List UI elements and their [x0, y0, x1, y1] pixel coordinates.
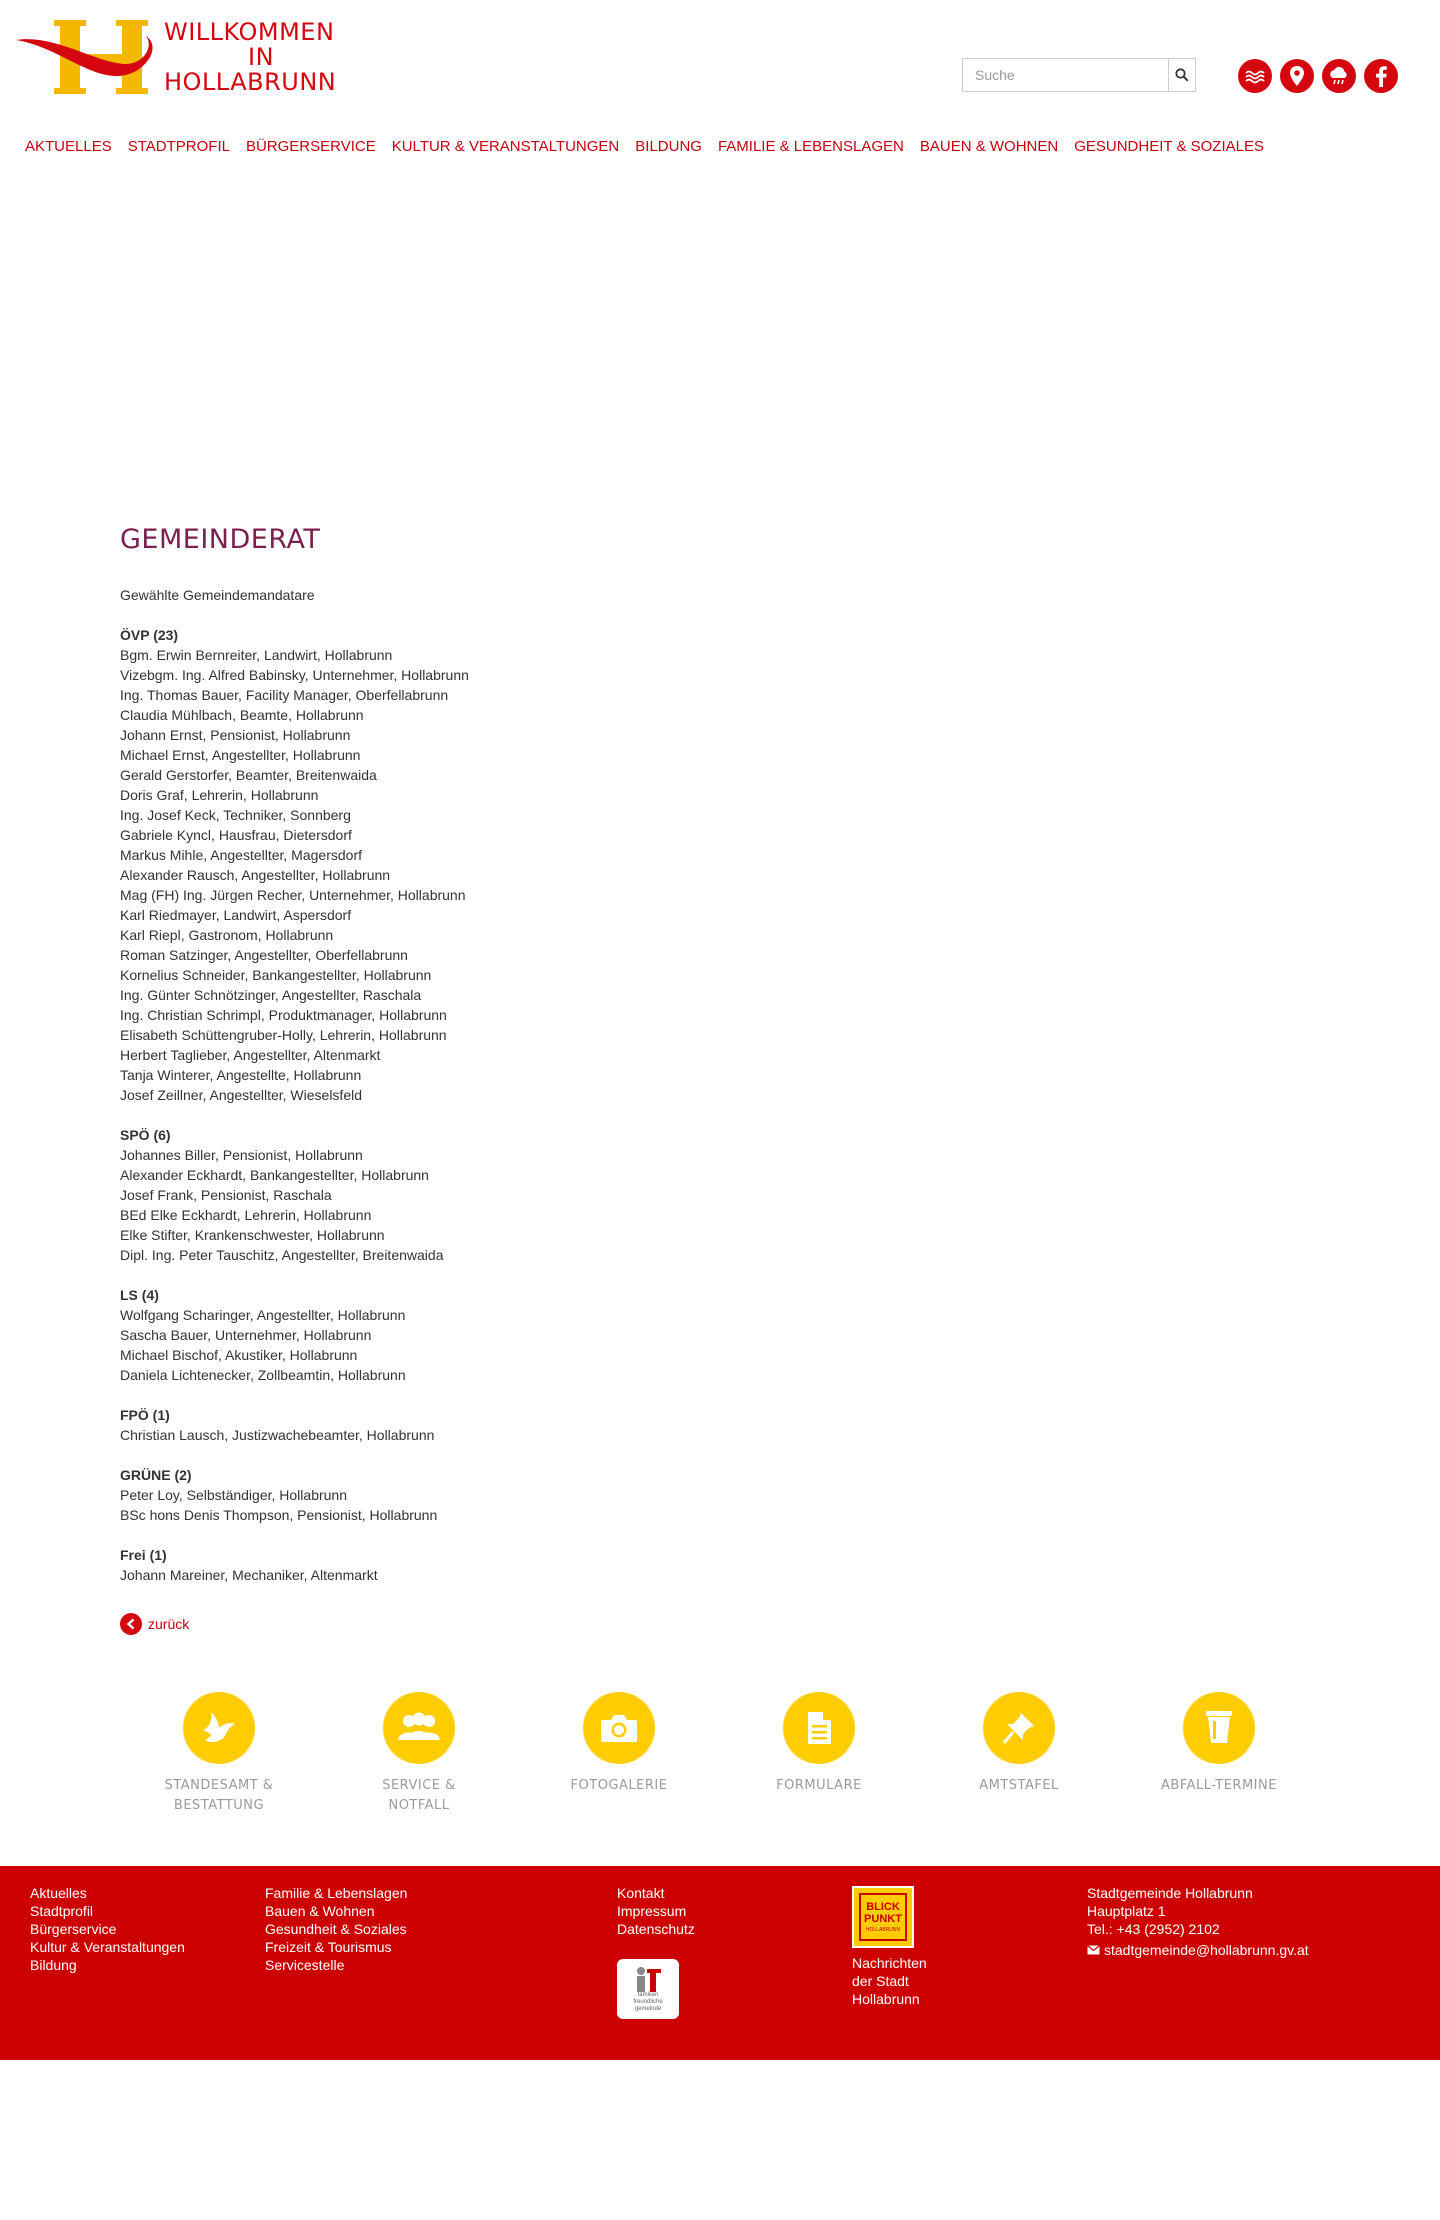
search-button[interactable]	[1168, 59, 1195, 91]
party-heading: GRÜNE (2)	[120, 1467, 192, 1483]
quicklink-service[interactable]	[339, 1692, 499, 1816]
blickpunkt-logo-line2: PUNKT	[864, 1913, 902, 1925]
footer-link-bildung[interactable]: Bildung	[30, 1957, 77, 1973]
quicklink-label-line1: FORMULARE	[776, 1778, 862, 1793]
social-icons	[1238, 59, 1398, 93]
contact-email: stadtgemeinde@hollabrunn.gv.at	[1104, 1942, 1309, 1958]
list-item: Gabriele Kyncl, Hausfrau, Dietersdorf	[120, 827, 352, 843]
footer-link-aktuelles[interactable]: Aktuelles	[30, 1885, 87, 1901]
footer-link-impressum[interactable]: Impressum	[617, 1903, 687, 1919]
list-item: Tanja Winterer, Angestellte, Hollabrunn	[120, 1067, 362, 1083]
member-list	[120, 645, 1020, 1105]
footer-link-buergerservice[interactable]: Bürgerservice	[30, 1921, 117, 1937]
quicklink-label	[1139, 1776, 1299, 1796]
logo-line-2: IN	[248, 43, 275, 71]
list-item: Elisabeth Schüttengruber-Holly, Lehrerin, Hollabrunn	[120, 1027, 447, 1043]
quicklink-label-line2: BESTATTUNG	[173, 1798, 265, 1813]
list-item: Daniela Lichtenecker, Zollbeamtin, Hollabrunn	[120, 1367, 406, 1383]
list-item: Ing. Günter Schnötzinger, Angestellter, Raschala	[120, 987, 422, 1003]
main-content	[120, 524, 1020, 1635]
back-link-label: zurück	[148, 1616, 190, 1632]
list-item: Kornelius Schneider, Bankangestellter, Hollabrunn	[120, 967, 432, 983]
list-item: Michael Ernst, Angestellter, Hollabrunn	[120, 747, 361, 763]
contact-name: Stadtgemeinde Hollabrunn	[1087, 1885, 1253, 1901]
site-header	[0, 0, 1440, 120]
list-item: Josef Zeillner, Angestellter, Wieselsfeld	[120, 1087, 363, 1103]
list-item: Alexander Rausch, Angestellter, Hollabrunn	[120, 867, 391, 883]
quicklink-abfall[interactable]	[1139, 1692, 1299, 1796]
list-item: Karl Riepl, Gastronom, Hollabrunn	[120, 927, 334, 943]
quicklink-label	[939, 1776, 1099, 1796]
nav-item-aktuelles[interactable]: AKTUELLES	[25, 138, 112, 155]
footer-link-gesundheit[interactable]: Gesundheit & Soziales	[265, 1921, 407, 1937]
back-link[interactable]	[120, 1613, 1020, 1635]
list-item: Ing. Thomas Bauer, Facility Manager, Oberfellabrunn	[120, 687, 449, 703]
list-item: BEd Elke Eckhardt, Lehrerin, Hollabrunn	[120, 1207, 372, 1223]
trash-bin-icon	[1183, 1692, 1255, 1764]
list-item: Michael Bischof, Akustiker, Hollabrunn	[120, 1347, 358, 1363]
list-item: Sascha Bauer, Unternehmer, Hollabrunn	[120, 1327, 372, 1343]
member-list	[120, 1565, 1020, 1585]
search-box	[962, 58, 1196, 92]
quicklink-label-line1: STANDESAMT &	[164, 1778, 274, 1793]
blickpunkt-logo-line3: HOLLABRUNN	[865, 1927, 901, 1933]
footer-link-datenschutz[interactable]: Datenschutz	[617, 1921, 695, 1937]
quicklink-label-line1: FOTOGALERIE	[570, 1778, 668, 1793]
people-icon	[383, 1692, 455, 1764]
party-section	[120, 1545, 1020, 1585]
party-section	[120, 1405, 1020, 1445]
list-item: Johann Ernst, Pensionist, Hollabrunn	[120, 727, 351, 743]
list-item: Ing. Christian Schrimpl, Produktmanager, Hollabrunn	[120, 1007, 447, 1023]
footer-link-servicestelle[interactable]: Servicestelle	[265, 1957, 345, 1973]
dove-icon	[183, 1692, 255, 1764]
search-input[interactable]	[963, 59, 1168, 91]
member-list	[120, 1425, 1020, 1445]
contact-street: Hauptplatz 1	[1087, 1903, 1166, 1919]
pool-icon[interactable]	[1238, 59, 1272, 93]
site-logo[interactable]	[14, 18, 354, 98]
list-item: Gerald Gerstorfer, Beamter, Breitenwaida	[120, 767, 377, 783]
page-title: GEMEINDERAT	[120, 524, 321, 555]
footer-link-stadtprofil[interactable]: Stadtprofil	[30, 1903, 94, 1919]
blickpunkt-logo[interactable]	[852, 1886, 914, 1948]
family-logo-icon	[631, 1966, 665, 1992]
blickpunkt-caption-line1: Nachrichten	[852, 1955, 927, 1971]
nav-item-gesundheit[interactable]: GESUNDHEIT & SOZIALES	[1074, 138, 1264, 155]
nav-item-stadtprofil[interactable]: STADTPROFIL	[127, 138, 230, 155]
list-item: Alexander Eckhardt, Bankangestellter, Hollabrunn	[120, 1167, 429, 1183]
blickpunkt-caption-line3: Hollabrunn	[852, 1991, 920, 2007]
blickpunkt-caption[interactable]	[852, 1954, 927, 2008]
logo-line-1: WILLKOMMEN	[164, 18, 335, 46]
party-section	[120, 1285, 1020, 1385]
logo-wordmark	[164, 20, 336, 95]
list-item: Dipl. Ing. Peter Tauschitz, Angestellter, Breitenwaida	[120, 1247, 444, 1263]
logo-line-3: HOLLABRUNN	[164, 68, 337, 96]
camera-icon	[583, 1692, 655, 1764]
member-list	[120, 1485, 1020, 1525]
list-item: Ing. Josef Keck, Techniker, Sonnberg	[120, 807, 351, 823]
quicklink-standesamt[interactable]	[139, 1692, 299, 1816]
pin-icon	[983, 1692, 1055, 1764]
main-nav	[18, 134, 1272, 159]
site-footer	[0, 1866, 1440, 2060]
quicklink-amtstafel[interactable]	[939, 1692, 1099, 1796]
contact-phone: Tel.: +43 (2952) 2102	[1087, 1921, 1220, 1937]
footer-link-familie[interactable]: Familie & Lebenslagen	[265, 1885, 408, 1901]
list-item: Vizebgm. Ing. Alfred Babinsky, Unternehmer, Hollabrunn	[120, 667, 469, 683]
member-list	[120, 1305, 1020, 1385]
blickpunkt-logo-line1: BLICK	[866, 1901, 900, 1913]
quicklink-fotogalerie[interactable]	[539, 1692, 699, 1796]
familienfreundlich-logo[interactable]	[617, 1959, 679, 2019]
list-item: Johann Mareiner, Mechaniker, Altenmarkt	[120, 1567, 378, 1583]
quicklink-label	[139, 1776, 299, 1816]
list-item: Herbert Taglieber, Angestellter, Altenmarkt	[120, 1047, 381, 1063]
list-item: Josef Frank, Pensionist, Raschala	[120, 1187, 332, 1203]
nav-item-bauen[interactable]: BAUEN & WOHNEN	[919, 138, 1059, 155]
list-item: Christian Lausch, Justizwachebeamter, Hollabrunn	[120, 1427, 435, 1443]
quicklink-label	[339, 1776, 499, 1816]
nav-item-kultur[interactable]: KULTUR & VERANSTALTUNGEN	[391, 138, 620, 155]
footer-col-3	[617, 1884, 695, 1938]
party-heading: ÖVP (23)	[120, 627, 179, 643]
chevron-left-icon	[120, 1613, 142, 1635]
footer-link-freizeit[interactable]: Freizeit & Tourismus	[265, 1939, 392, 1955]
quicklink-label-line1: AMTSTAFEL	[979, 1778, 1059, 1793]
quicklink-label	[739, 1776, 899, 1796]
quicklink-label	[539, 1776, 699, 1796]
quick-links	[0, 1692, 1440, 1822]
list-item: Johannes Biller, Pensionist, Hollabrunn	[120, 1147, 363, 1163]
list-item: Roman Satzinger, Angestellter, Oberfellabrunn	[120, 947, 408, 963]
list-item: Claudia Mühlbach, Beamte, Hollabrunn	[120, 707, 364, 723]
party-list	[120, 625, 1020, 1585]
party-heading: Frei (1)	[120, 1547, 167, 1563]
list-item: Wolfgang Scharinger, Angestellter, Hollabrunn	[120, 1307, 406, 1323]
party-heading: SPÖ (6)	[120, 1127, 171, 1143]
list-item: Elke Stifter, Krankenschwester, Hollabrunn	[120, 1227, 385, 1243]
quicklink-label-line1: SERVICE &	[382, 1778, 456, 1793]
weather-icon[interactable]	[1322, 59, 1356, 93]
footer-link-kultur[interactable]: Kultur & Veranstaltungen	[30, 1939, 185, 1955]
nav-item-familie[interactable]: FAMILIE & LEBENSLAGEN	[717, 138, 904, 155]
list-item: Markus Mihle, Angestellter, Magersdorf	[120, 847, 362, 863]
footer-link-bauen[interactable]: Bauen & Wohnen	[265, 1903, 375, 1919]
party-section	[120, 1465, 1020, 1525]
party-heading: LS (4)	[120, 1287, 159, 1303]
footer-link-kontakt[interactable]: Kontakt	[617, 1885, 665, 1901]
contact-email-link[interactable]	[1087, 1941, 1309, 1959]
party-section	[120, 1125, 1020, 1265]
map-marker-icon[interactable]	[1280, 59, 1314, 93]
party-heading: FPÖ (1)	[120, 1407, 170, 1423]
list-item: BSc hons Denis Thompson, Pensionist, Hollabrunn	[120, 1507, 438, 1523]
quicklink-label-line2: NOTFALL	[388, 1798, 450, 1813]
envelope-icon	[1087, 1945, 1100, 1955]
search-icon	[1175, 68, 1189, 82]
quicklink-formulare[interactable]	[739, 1692, 899, 1796]
quicklink-label-line1: ABFALL-TERMINE	[1161, 1778, 1277, 1793]
list-item: Karl Riedmayer, Landwirt, Aspersdorf	[120, 907, 352, 923]
footer-col-2	[265, 1884, 407, 1974]
footer-contact	[1087, 1884, 1309, 1959]
blickpunkt-logo-frame	[859, 1893, 907, 1941]
list-item: Mag (FH) Ing. Jürgen Recher, Unternehmer, Hollabrunn	[120, 887, 466, 903]
list-item: Peter Loy, Selbständiger, Hollabrunn	[120, 1487, 347, 1503]
list-item: Bgm. Erwin Bernreiter, Landwirt, Hollabrunn	[120, 647, 393, 663]
family-logo-text	[633, 1992, 662, 2013]
member-list	[120, 1145, 1020, 1265]
footer-col-1	[30, 1884, 185, 1974]
family-logo-line2: freundliche	[633, 1998, 663, 2005]
blickpunkt-caption-line2: der Stadt	[852, 1973, 909, 1989]
family-logo-line3: gemeinde	[634, 2005, 662, 2012]
intro-text: Gewählte Gemeindemandatare	[120, 587, 315, 603]
list-item: Doris Graf, Lehrerin, Hollabrunn	[120, 787, 319, 803]
party-section	[120, 625, 1020, 1105]
document-icon	[783, 1692, 855, 1764]
nav-item-buergerservice[interactable]: BÜRGERSERVICE	[245, 138, 376, 155]
nav-item-bildung[interactable]: BILDUNG	[635, 138, 702, 155]
facebook-icon[interactable]	[1364, 59, 1398, 93]
family-logo-line1: familien	[637, 1991, 659, 1998]
